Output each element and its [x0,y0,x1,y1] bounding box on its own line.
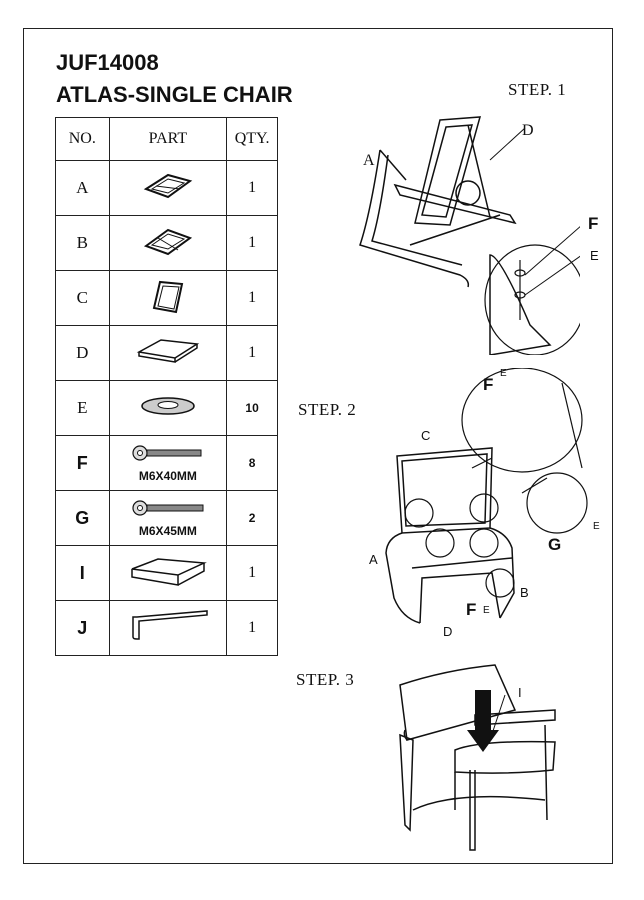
bolt-size-label: M6X45MM [138,523,197,538]
step-2-label-f-top: F [483,375,494,394]
table-row [56,436,278,491]
part-no: F [56,436,110,491]
column-header-qty: QTY. [227,118,278,161]
part-qty: 2 [227,491,278,546]
step-2-label-d: D [443,624,453,639]
part-cell [109,436,227,491]
part-no: I [56,546,110,601]
part-no: D [56,326,110,381]
step-1-label-e: E [590,248,599,263]
table-row [56,326,278,381]
part-no: A [56,161,110,216]
part-cell [109,601,227,656]
model-code: JUF14008 [56,50,159,75]
seat-cushion-icon [128,553,208,589]
part-cell [109,326,227,381]
table-row [56,161,278,216]
part-cell [109,546,227,601]
part-no: B [56,216,110,271]
step-1-label-a: A [363,152,375,169]
part-qty: 1 [227,271,278,326]
step-2-label-f-bottom: F [466,600,477,619]
step-1-label-d: D [522,122,534,139]
column-header-no: NO. [56,118,110,161]
allen-key-icon [123,609,213,643]
seat-panel-icon [133,334,203,368]
step-2-diagram [372,368,598,628]
part-qty: 1 [227,326,278,381]
step-2-label-c: C [421,428,431,443]
part-qty: 8 [227,436,278,491]
armrest-frame-b-icon [138,224,198,258]
bolt-icon [131,444,205,462]
table-row [56,271,278,326]
part-no: C [56,271,110,326]
part-cell [109,381,227,436]
part-no: G [56,491,110,546]
part-cell [109,161,227,216]
table-row [56,601,278,656]
step-1-title: STEP. 1 [508,80,567,99]
step-2-label-e-right: E [593,521,600,532]
column-header-part: PART [109,118,227,161]
part-cell [109,216,227,271]
step-2-label-a: A [369,552,378,567]
part-qty: 1 [227,216,278,271]
table-row [56,381,278,436]
step-2-label-e-top: E [500,368,507,379]
table-header-row [56,118,278,161]
step-2-title: STEP. 2 [298,400,357,419]
bolt-icon [131,499,205,517]
step-3-label-i: I [518,685,522,700]
step-1-diagram [350,105,580,355]
table-row [56,216,278,271]
washer-icon [138,394,198,418]
part-cell [109,271,227,326]
step-2-label-b: B [520,585,529,600]
bolt-size-label: M6X40MM [138,468,197,483]
parts-table [55,117,278,656]
part-qty: 1 [227,161,278,216]
part-cell [109,491,227,546]
part-qty: 1 [227,601,278,656]
part-qty: 1 [227,546,278,601]
table-row [56,546,278,601]
step-3-title: STEP. 3 [296,670,355,689]
step-2-label-g: G [548,535,562,554]
part-no: J [56,601,110,656]
backrest-panel-icon [138,276,198,316]
step-3-diagram [395,660,565,860]
product-name: ATLAS-SINGLE CHAIR [56,82,293,107]
table-row [56,491,278,546]
part-qty: 10 [227,381,278,436]
step-2-label-e-bottom: E [483,605,490,616]
step-1-label-f: F [588,214,599,233]
part-no: E [56,381,110,436]
armrest-frame-a-icon [138,169,198,203]
